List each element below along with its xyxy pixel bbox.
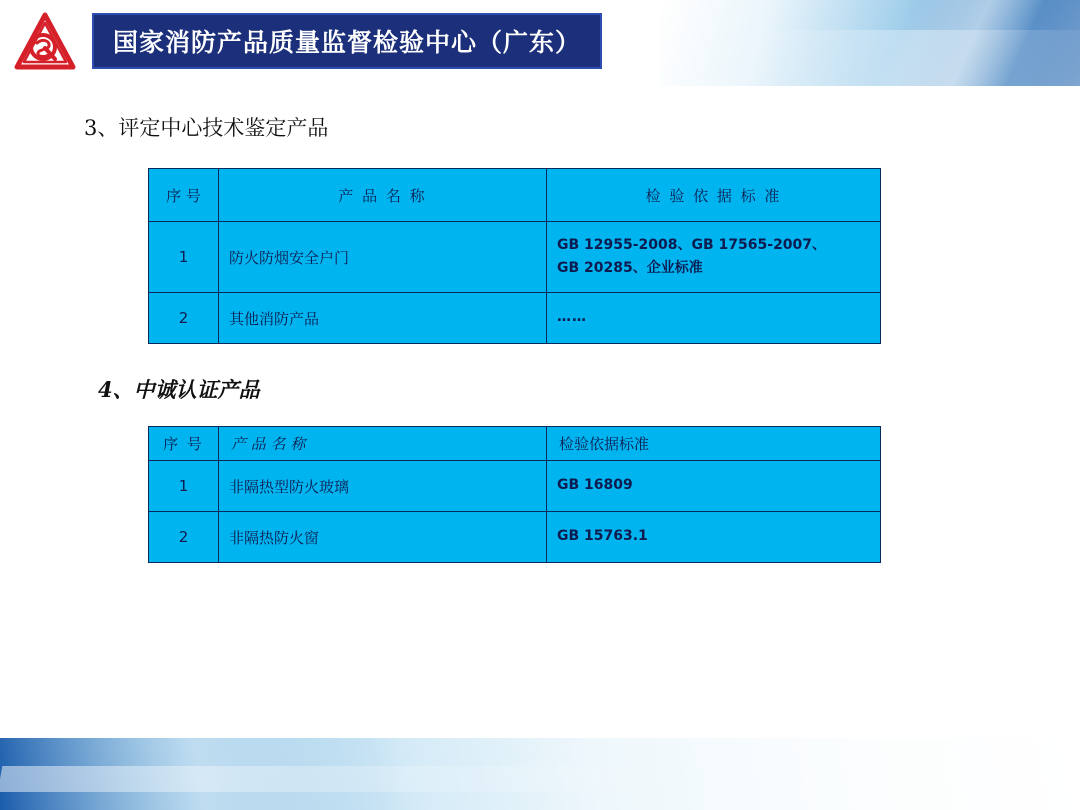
table-zhongcheng-certified-products	[148, 426, 881, 563]
cell-product-name: 非隔热防火窗	[219, 512, 547, 563]
slide-footer-decoration	[0, 738, 1080, 810]
column-header-product-name: 产 品 名 称	[219, 427, 547, 461]
slide-header	[0, 0, 1080, 86]
table-row	[149, 512, 881, 563]
standard-line: GB 20285、企业标准	[557, 260, 703, 276]
table-technical-appraisal-products	[148, 168, 881, 344]
table-row	[149, 222, 881, 293]
cell-standard: GB 15763.1	[547, 512, 881, 563]
slide-title-plate	[92, 13, 602, 69]
table-row	[149, 461, 881, 512]
cell-standard: ……	[547, 293, 881, 344]
section-heading-3: 3、评定中心技术鉴定产品	[84, 116, 329, 140]
cell-product-name: 其他消防产品	[219, 293, 547, 344]
cell-standard	[547, 222, 881, 293]
cell-index: 2	[149, 293, 219, 344]
column-header-product-name: 产 品 名 称	[219, 169, 547, 222]
cell-index: 2	[149, 512, 219, 563]
cell-product-name: 非隔热型防火玻璃	[219, 461, 547, 512]
column-header-index: 序 号	[149, 427, 219, 461]
cell-product-name: 防火防烟安全户门	[219, 222, 547, 293]
footer-streak	[0, 766, 982, 792]
cell-index: 1	[149, 222, 219, 293]
cell-index: 1	[149, 461, 219, 512]
table-header-row	[149, 427, 881, 461]
column-header-standard: 检 验 依 据 标 准	[547, 169, 881, 222]
column-header-standard: 检验依据标准	[547, 427, 881, 461]
column-header-index: 序 号	[149, 169, 219, 222]
cell-standard: GB 16809	[547, 461, 881, 512]
page-title: 国家消防产品质量监督检验中心（广东）	[112, 28, 581, 57]
header-swoosh-streak	[720, 30, 1080, 86]
standard-line: GB 12955-2008、GB 17565-2007、	[557, 236, 827, 253]
table-row	[149, 293, 881, 344]
table-header-row	[149, 169, 881, 222]
qs-triangle-certification-logo-icon	[14, 12, 76, 74]
section-heading-4: 4、中诚认证产品	[98, 377, 260, 402]
